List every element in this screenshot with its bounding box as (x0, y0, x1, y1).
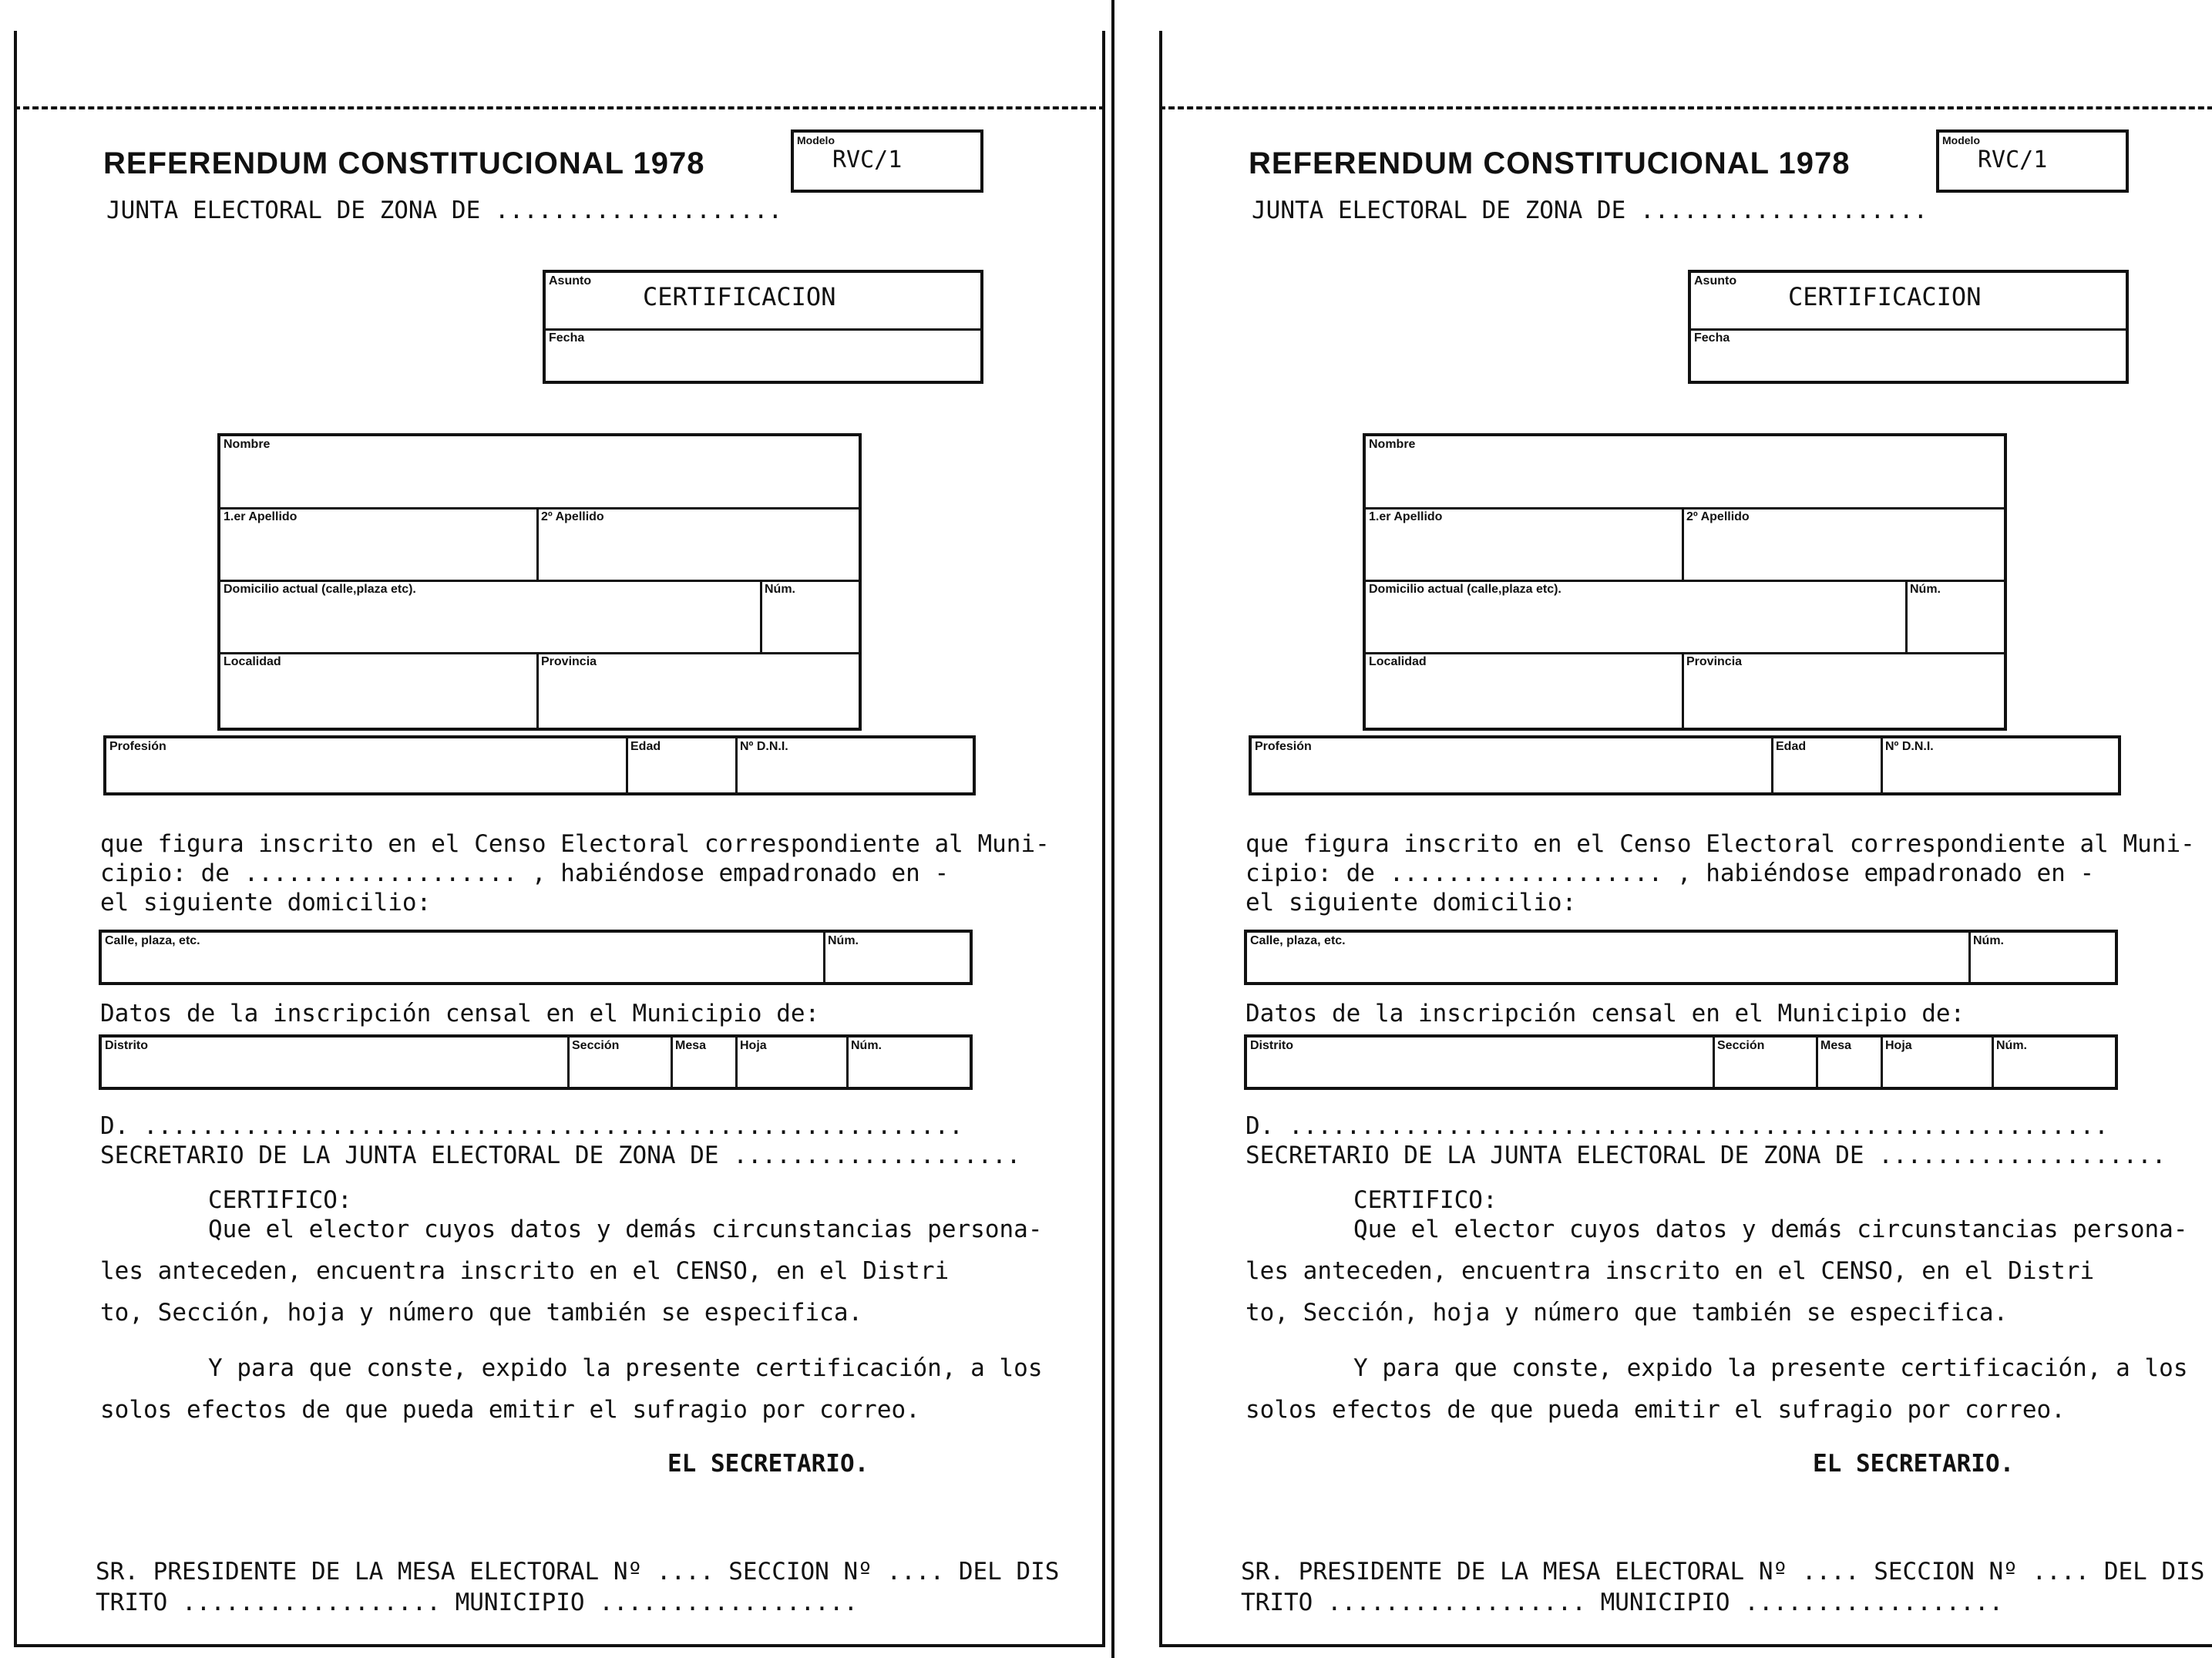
footer-line1: SR. PRESIDENTE DE LA MESA ELECTORAL Nº .... SECCION Nº .... DEL DIS (1241, 1558, 2205, 1586)
asunto-value[interactable]: CERTIFICACION (1788, 282, 1982, 311)
mesa-label: Mesa (1820, 1039, 1852, 1052)
footer-line2: TRITO .................. MUNICIPIO .................. (96, 1589, 859, 1616)
footer-line1: SR. PRESIDENTE DE LA MESA ELECTORAL Nº .... SECCION Nº .... DEL DIS (96, 1558, 1060, 1586)
para2-line1: Y para que conste, expido la presente certificación, a los (1353, 1354, 2188, 1382)
grid-col-divider (1905, 580, 1908, 652)
asunto-label: Asunto (1694, 274, 1737, 288)
grid-col-divider (567, 1038, 570, 1087)
domicilio-label: Domicilio actual (calle,plaza etc). (1369, 583, 1562, 596)
grid-col-divider (1816, 1038, 1818, 1087)
junta-line: JUNTA ELECTORAL DE ZONA DE .................... (106, 197, 783, 224)
personal-data-grid (1363, 433, 2007, 731)
grid-row-divider (1366, 652, 2004, 654)
fecha-divider (546, 328, 980, 331)
grid-row-divider (220, 507, 859, 510)
secretario-line: SECRETARIO DE LA JUNTA ELECTORAL DE ZONA DE .................... (100, 1142, 1021, 1169)
apellido1-label: 1.er Apellido (224, 510, 298, 523)
nombre-label: Nombre (224, 438, 271, 451)
fecha-label: Fecha (1694, 331, 1730, 345)
hoja-label: Hoja (740, 1039, 767, 1052)
grid-col-divider (1881, 1038, 1883, 1087)
para2-line1: Y para que conste, expido la presente certificación, a los (208, 1354, 1043, 1382)
grid-row-divider (1366, 507, 2004, 510)
dni-label: Nº D.N.I. (1885, 740, 1934, 753)
hoja-label: Hoja (1885, 1039, 1912, 1052)
para2-line2: solos efectos de que pueda emitir el sufragio por correo. (1246, 1396, 2066, 1424)
cut-line (1159, 106, 2212, 109)
inscripcion-row (1244, 1034, 2118, 1090)
grid-col-divider (671, 1038, 673, 1087)
apellido1-label: 1.er Apellido (1369, 510, 1443, 523)
cert-line3: to, Sección, hoja y número que también se especifica. (1246, 1299, 2009, 1327)
datos-line: Datos de la inscripción censal en el Municipio de: (1246, 1000, 1965, 1027)
profesion-row (103, 735, 976, 795)
para2-line2: solos efectos de que pueda emitir el sufragio por correo. (100, 1396, 920, 1424)
para1-line1: que figura inscrito en el Censo Electoral correspondiente al Muni- (100, 830, 1050, 858)
seccion-label: Sección (1717, 1039, 1765, 1052)
modelo-label: Modelo (797, 134, 835, 146)
calle-row (1244, 930, 2118, 985)
profesion-label: Profesión (1255, 740, 1312, 753)
dnum-label: Núm. (851, 1039, 882, 1052)
cert-line3: to, Sección, hoja y número que también se especifica. (100, 1299, 863, 1327)
edad-label: Edad (1776, 740, 1807, 753)
num-label: Núm. (765, 583, 795, 596)
profesion-label: Profesión (109, 740, 166, 753)
d-line: D. ......................................................... (100, 1112, 963, 1140)
asunto-value[interactable]: CERTIFICACION (643, 282, 836, 311)
dni-label: Nº D.N.I. (740, 740, 788, 753)
grid-col-divider (626, 738, 628, 792)
grid-col-divider (735, 738, 738, 792)
secretario-line: SECRETARIO DE LA JUNTA ELECTORAL DE ZONA DE .................... (1246, 1142, 2167, 1169)
grid-col-divider (1992, 1038, 1994, 1087)
firma: EL SECRETARIO. (1813, 1450, 2015, 1478)
grid-col-divider (1968, 933, 1971, 982)
apellido2-label: 2º Apellido (1686, 510, 1750, 523)
form-title: REFERENDUM CONSTITUCIONAL 1978 (1249, 146, 1851, 180)
edad-label: Edad (630, 740, 661, 753)
certificate-form-right (1156, 0, 2212, 1658)
domicilio-label: Domicilio actual (calle,plaza etc). (224, 583, 416, 596)
grid-col-divider (536, 507, 539, 580)
certificate-form-left (11, 0, 1105, 1658)
calle-label: Calle, plaza, etc. (1250, 934, 1346, 947)
grid-col-divider (1682, 507, 1684, 580)
apellido2-label: 2º Apellido (541, 510, 604, 523)
grid-col-divider (846, 1038, 849, 1087)
localidad-label: Localidad (224, 655, 281, 668)
cert-line1: Que el elector cuyos datos y demás circunstancias persona- (208, 1216, 1043, 1243)
calle-label: Calle, plaza, etc. (105, 934, 200, 947)
mesa-label: Mesa (675, 1039, 707, 1052)
para1-line3: el siguiente domicilio: (1246, 889, 1577, 916)
num-label: Núm. (1910, 583, 1941, 596)
certifico: CERTIFICO: (1353, 1186, 1498, 1214)
seccion-label: Sección (572, 1039, 620, 1052)
asunto-box (543, 270, 983, 384)
grid-col-divider (823, 933, 825, 982)
asunto-label: Asunto (549, 274, 592, 288)
localidad-label: Localidad (1369, 655, 1427, 668)
cut-line (14, 106, 1105, 109)
grid-col-divider (1881, 738, 1883, 792)
personal-data-grid (217, 433, 862, 731)
form-title: REFERENDUM CONSTITUCIONAL 1978 (103, 146, 705, 180)
junta-line: JUNTA ELECTORAL DE ZONA DE .................... (1252, 197, 1928, 224)
modelo-box (791, 129, 983, 193)
distrito-label: Distrito (1250, 1039, 1293, 1052)
calle-num-label: Núm. (1973, 934, 2004, 947)
distrito-label: Distrito (105, 1039, 148, 1052)
modelo-value: RVC/1 (832, 146, 903, 173)
cert-line2: les anteceden, encuentra inscrito en el CENSO, en el Distri (100, 1257, 950, 1285)
grid-col-divider (760, 580, 762, 652)
profesion-row (1249, 735, 2121, 795)
grid-col-divider (1713, 1038, 1715, 1087)
dnum-label: Núm. (1996, 1039, 2027, 1052)
firma: EL SECRETARIO. (667, 1450, 869, 1478)
datos-line: Datos de la inscripción censal en el Municipio de: (100, 1000, 820, 1027)
grid-col-divider (1682, 652, 1684, 728)
para1-line1: que figura inscrito en el Censo Electoral correspondiente al Muni- (1246, 830, 2195, 858)
calle-row (99, 930, 973, 985)
cert-line1: Que el elector cuyos datos y demás circunstancias persona- (1353, 1216, 2188, 1243)
fecha-divider (1691, 328, 2126, 331)
certifico: CERTIFICO: (208, 1186, 352, 1214)
cert-line2: les anteceden, encuentra inscrito en el CENSO, en el Distri (1246, 1257, 2095, 1285)
provincia-label: Provincia (1686, 655, 1743, 668)
grid-row-divider (220, 580, 859, 582)
grid-col-divider (536, 652, 539, 728)
grid-row-divider (1366, 580, 2004, 582)
calle-num-label: Núm. (828, 934, 859, 947)
grid-col-divider (1771, 738, 1773, 792)
grid-row-divider (220, 652, 859, 654)
para1-line2: cipio: de ................... , habiéndose empadronado en - (1246, 859, 2095, 887)
para1-line2: cipio: de ................... , habiéndose empadronado en - (100, 859, 950, 887)
page-separator (1111, 0, 1114, 1658)
grid-col-divider (735, 1038, 738, 1087)
footer-line2: TRITO .................. MUNICIPIO .................. (1241, 1589, 2004, 1616)
inscripcion-row (99, 1034, 973, 1090)
modelo-value: RVC/1 (1978, 146, 2048, 173)
d-line: D. ......................................................... (1246, 1112, 2109, 1140)
nombre-label: Nombre (1369, 438, 1416, 451)
provincia-label: Provincia (541, 655, 597, 668)
modelo-label: Modelo (1942, 134, 1980, 146)
modelo-box (1936, 129, 2129, 193)
fecha-label: Fecha (549, 331, 585, 345)
asunto-box (1688, 270, 2129, 384)
para1-line3: el siguiente domicilio: (100, 889, 432, 916)
